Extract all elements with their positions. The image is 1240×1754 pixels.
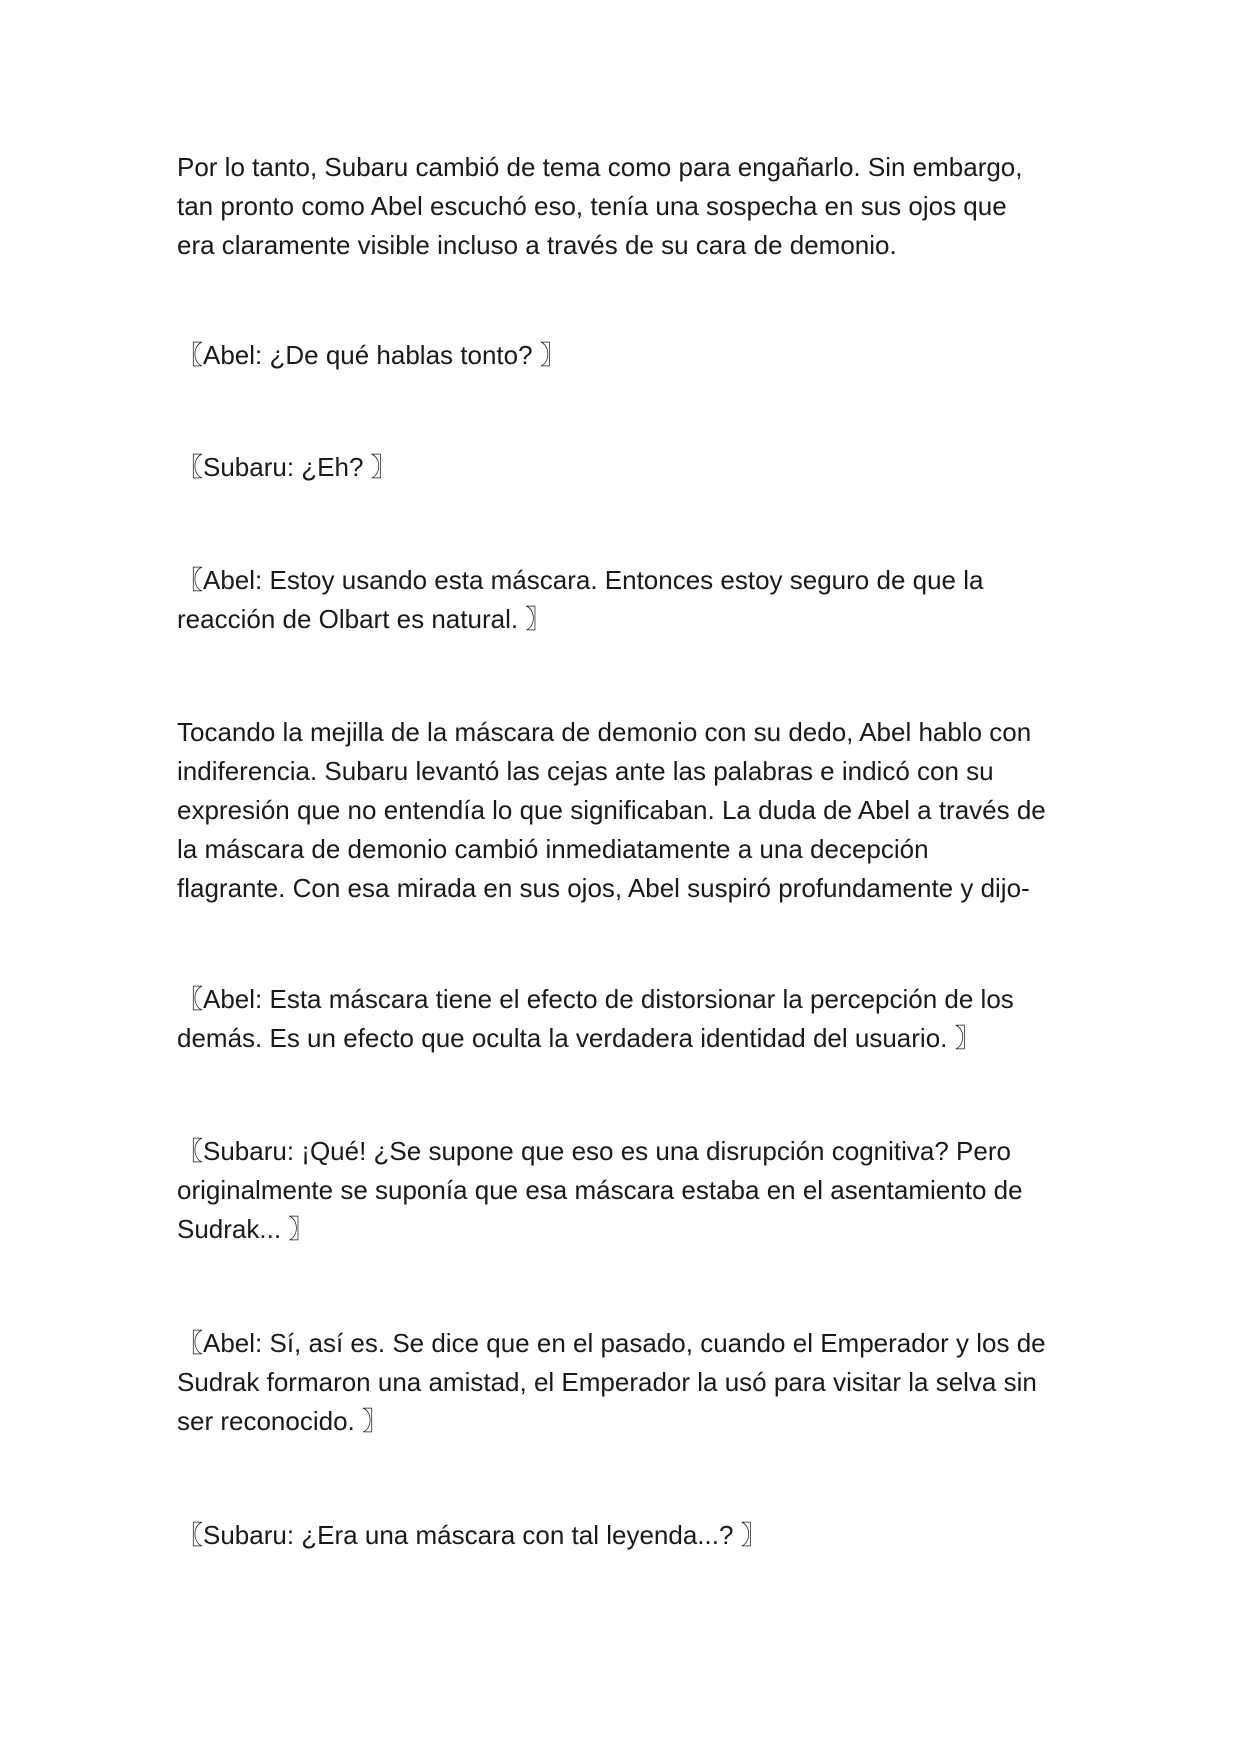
text-line: 〖Abel: Esta máscara tiene el efecto de distorsionar la percepción de los [177,984,1014,1014]
text-line: tan pronto como Abel escuchó eso, tenía una sospecha en sus ojos que [177,191,1007,221]
dialogue-abel-2 [177,561,1077,639]
text-line: 〖Abel: Estoy usando esta máscara. Entonces estoy seguro de que la [177,565,984,595]
text-line: 〖Abel: ¿De qué hablas tonto? 〗 [177,340,566,370]
text-line: flagrante. Con esa mirada en sus ojos, Abel suspiró profundamente y dijo- [177,873,1030,903]
narration-paragraph [177,148,1077,265]
dialogue-subaru-2 [177,1132,1077,1249]
text-line: Por lo tanto, Subaru cambió de tema como para engañarlo. Sin embargo, [177,152,1023,182]
text-line: ser reconocido. 〗 [177,1406,388,1436]
dialogue-subaru-1 [177,448,1077,487]
text-line: Sudrak formaron una amistad, el Emperador la usó para visitar la selva sin [177,1367,1037,1397]
text-line: originalmente se suponía que esa máscara estaba en el asentamiento de [177,1175,1023,1205]
narration-paragraph [177,713,1077,908]
text-line: la máscara de demonio cambió inmediatamente a una decepción [177,834,929,864]
text-line: Tocando la mejilla de la máscara de demonio con su dedo, Abel hablo con [177,717,1032,747]
text-line: demás. Es un efecto que oculta la verdadera identidad del usuario. 〗 [177,1023,981,1053]
text-line: Sudrak... 〗 [177,1214,315,1244]
dialogue-abel-4 [177,1324,1077,1441]
dialogue-abel-1 [177,336,1077,375]
text-line: era claramente visible incluso a través de su cara de demonio. [177,230,897,260]
text-line: 〖Subaru: ¡Qué! ¿Se supone que eso es una disrupción cognitiva? Pero [177,1136,1011,1166]
dialogue-abel-3 [177,980,1077,1058]
text-line: indiferencia. Subaru levantó las cejas ante las palabras e indicó con su [177,756,994,786]
text-line: reacción de Olbart es natural. 〗 [177,604,552,634]
text-line: 〖Subaru: ¿Era una máscara con tal leyenda...? 〗 [177,1520,767,1550]
text-line: 〖Abel: Sí, así es. Se dice que en el pasado, cuando el Emperador y los de [177,1328,1046,1358]
dialogue-subaru-3 [177,1516,1077,1555]
text-line: expresión que no entendía lo que significaban. La duda de Abel a través de [177,795,1046,825]
text-line: 〖Subaru: ¿Eh? 〗 [177,452,397,482]
